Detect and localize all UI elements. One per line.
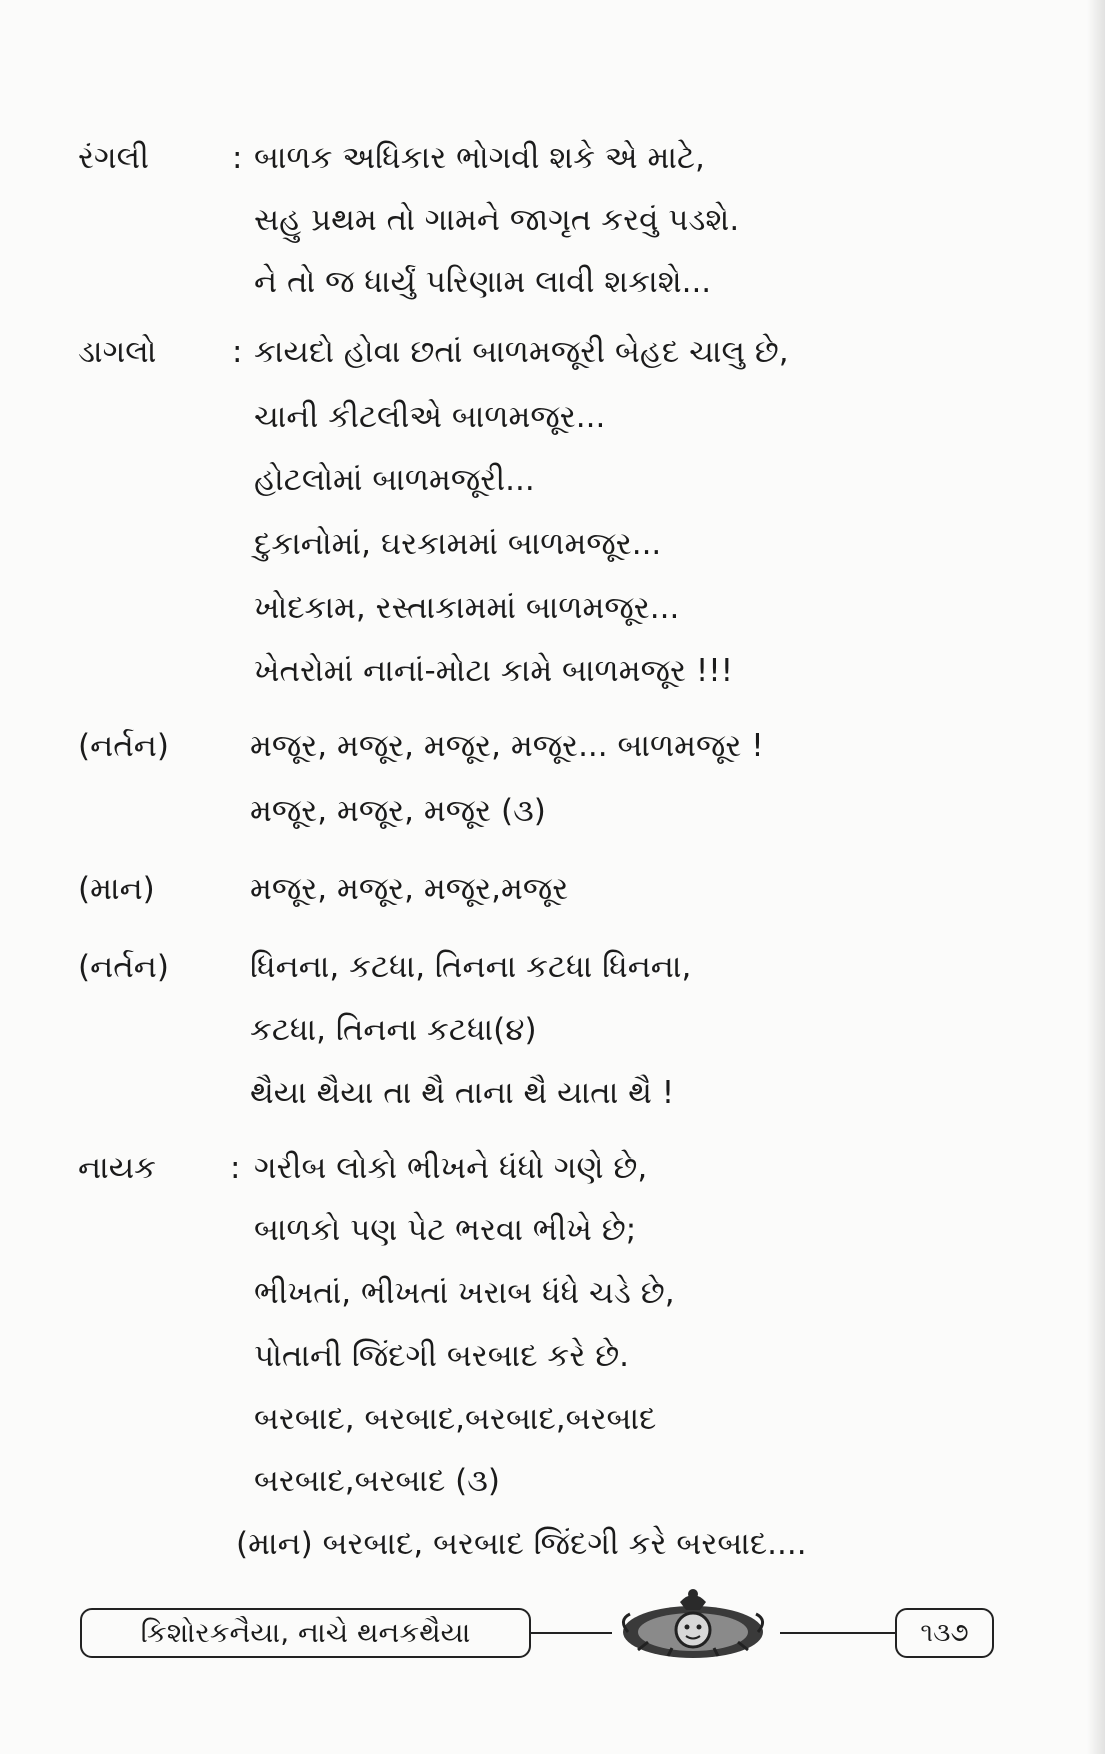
dialogue-line bbox=[0, 1000, 1105, 1060]
dialogue-text: કટધા, તિનના કટધા(૪) bbox=[250, 1012, 537, 1048]
dialogue-line bbox=[0, 1063, 1105, 1123]
dialogue-text: મજૂર, મજૂર, મજૂર, મજૂર... બાળમજૂર ! bbox=[250, 728, 764, 764]
dialogue-text: ને તો જ ધાર્યું પરિણામ લાવી શકાશે... bbox=[254, 264, 712, 300]
dialogue-text: દુકાનોમાં, ઘરકામમાં બાળમજૂર... bbox=[254, 526, 662, 562]
dialogue-line bbox=[0, 514, 1105, 574]
book-title-box bbox=[80, 1608, 531, 1658]
footer-rule-left bbox=[529, 1632, 612, 1634]
dialogue-text: ભીખતાં, ભીખતાં ખરાબ ધંધે ચડે છે, bbox=[254, 1275, 675, 1311]
dialogue-text: પોતાની જિંદગી બરબાદ કરે છે. bbox=[254, 1338, 630, 1374]
dialogue-text: મજૂર, મજૂર, મજૂર (૩) bbox=[250, 793, 546, 829]
page-number-box bbox=[895, 1608, 994, 1658]
dialogue-text: ધિનના, કટધા, તિનના કટધા ધિનના, bbox=[250, 949, 692, 985]
speaker-colon: : bbox=[230, 1150, 241, 1186]
dialogue-text: કાયદો હોવા છતાં બાળમજૂરી બેહદ ચાલુ છે, bbox=[254, 334, 789, 370]
dialogue-text: બાળક અધિકાર ભોગવી શકે એ માટે, bbox=[254, 140, 705, 176]
dialogue-text: ખેતરોમાં નાનાં-મોટા કામે બાળમજૂર !!! bbox=[254, 653, 734, 689]
dialogue-text: હોટલોમાં બાળમજૂરી... bbox=[254, 462, 535, 498]
speaker-name: રંગલી bbox=[78, 140, 149, 176]
dialogue-line bbox=[0, 716, 1105, 776]
dialogue-line bbox=[0, 1138, 1105, 1198]
dialogue-text: થૈયા થૈયા તા થૈ તાના થૈ યાતા થૈ ! bbox=[250, 1075, 675, 1111]
dialogue-text: (માન) બરબાદ, બરબાદ જિંદગી કરે બરબાદ.... bbox=[236, 1526, 807, 1562]
dialogue-line bbox=[0, 1514, 1105, 1574]
stage-direction: (માન) bbox=[78, 871, 155, 907]
dialogue-text: ખોદકામ, રસ્તાકામમાં બાળમજૂર... bbox=[254, 590, 680, 626]
page-footer bbox=[0, 1600, 1105, 1670]
speaker-colon: : bbox=[232, 140, 243, 176]
page-number: ૧૩૭ bbox=[920, 1618, 969, 1648]
dialogue-line bbox=[0, 387, 1105, 447]
dialogue-line bbox=[0, 128, 1105, 188]
stage-direction: (નર્તન) bbox=[78, 728, 169, 764]
dialogue-text: ચાની કીટલીએ બાળમજૂર... bbox=[254, 399, 606, 435]
dialogue-line bbox=[0, 1326, 1105, 1386]
dialogue-text: ગરીબ લોકો ભીખને ધંધો ગણે છે, bbox=[254, 1150, 648, 1186]
dialogue-line bbox=[0, 641, 1105, 701]
dialogue-line bbox=[0, 1200, 1105, 1260]
dialogue-line bbox=[0, 252, 1105, 312]
dialogue-text: મજૂર, મજૂર, મજૂર,મજૂર bbox=[250, 871, 569, 907]
ornamental-face-emblem-icon bbox=[608, 1580, 778, 1670]
dialogue-text: બરબાદ, બરબાદ,બરબાદ,બરબાદ bbox=[254, 1401, 657, 1437]
dialogue-text: સહુ પ્રથમ તો ગામને જાગૃત કરવું પડશે. bbox=[254, 202, 740, 238]
stage-direction: (નર્તન) bbox=[78, 949, 169, 985]
dialogue-text: બરબાદ,બરબાદ (૩) bbox=[254, 1463, 501, 1499]
dialogue-text: બાળકો પણ પેટ ભરવા ભીખે છે; bbox=[254, 1212, 637, 1248]
dialogue-line bbox=[0, 1451, 1105, 1511]
dialogue-line bbox=[0, 937, 1105, 997]
dialogue-line bbox=[0, 859, 1105, 919]
dialogue-line bbox=[0, 450, 1105, 510]
speaker-colon: : bbox=[232, 334, 243, 370]
dialogue-line bbox=[0, 1389, 1105, 1449]
footer-rule-right bbox=[780, 1632, 895, 1634]
dialogue-line bbox=[0, 578, 1105, 638]
dialogue-line bbox=[0, 1263, 1105, 1323]
dialogue-line bbox=[0, 322, 1105, 382]
dialogue-line bbox=[0, 190, 1105, 250]
dialogue-line bbox=[0, 781, 1105, 841]
speaker-name: ડાગલો bbox=[78, 334, 157, 370]
book-title: કિશોરકનૈયા, નાચે થનકથૈયા bbox=[140, 1616, 471, 1649]
speaker-name: નાયક bbox=[78, 1150, 156, 1186]
